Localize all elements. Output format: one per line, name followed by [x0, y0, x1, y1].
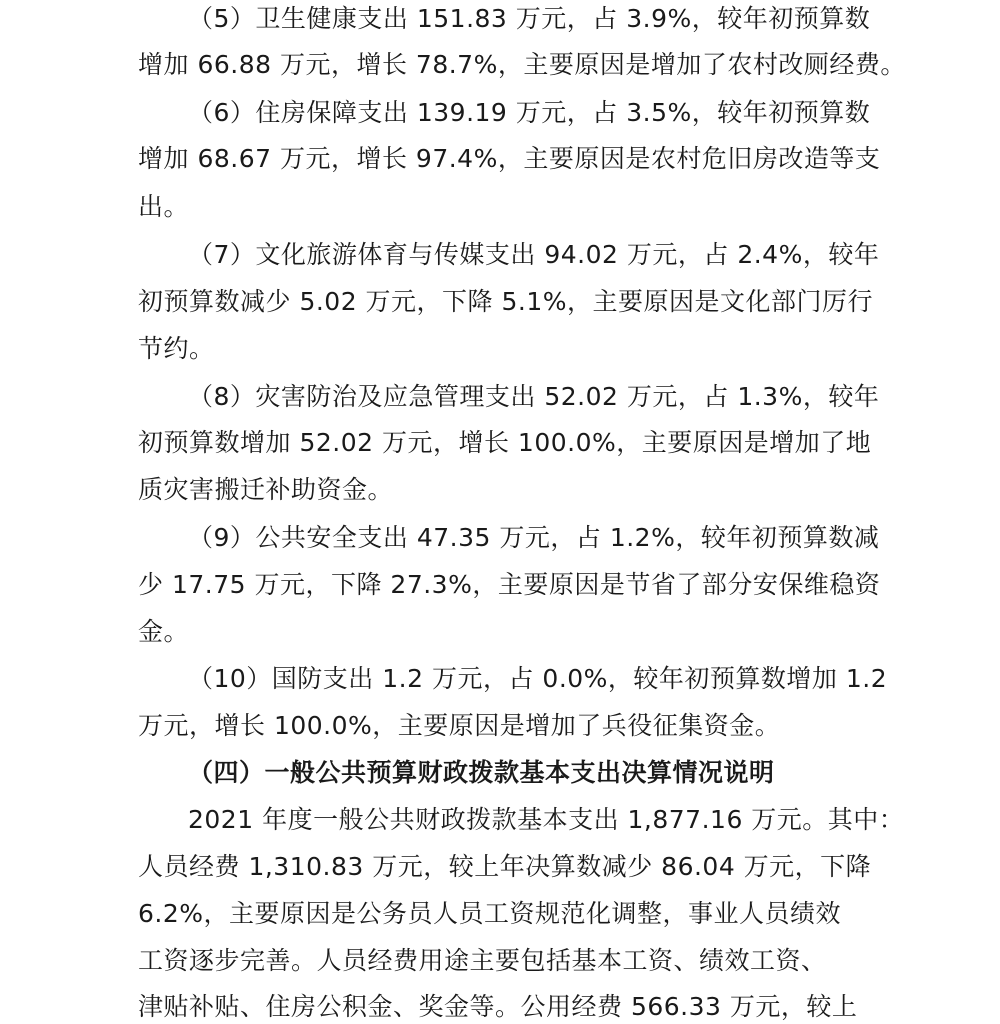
- item-7-line-3: 节约。: [138, 334, 215, 363]
- item-9-line-2: 少 17.75 万元，下降 27.3%，主要原因是节省了部分安保维稳资: [138, 570, 881, 599]
- item-6-line-1: （6）住房保障支出 139.19 万元，占 3.5%，较年初预算数: [188, 98, 871, 127]
- item-8-line-1: （8）灾害防治及应急管理支出 52.02 万元，占 1.3%，较年: [188, 382, 880, 411]
- item-8-line-2: 初预算数增加 52.02 万元，增长 100.0%，主要原因是增加了地: [138, 428, 872, 457]
- section-heading: （四）一般公共预算财政拨款基本支出决算情况说明: [188, 758, 775, 787]
- item-7-line-1: （7）文化旅游体育与传媒支出 94.02 万元，占 2.4%，较年: [188, 240, 880, 269]
- item-6-line-2: 增加 68.67 万元，增长 97.4%，主要原因是农村危旧房改造等支: [138, 144, 881, 173]
- paragraph-line-1: 2021 年度一般公共财政拨款基本支出 1,877.16 万元。其中：: [188, 805, 905, 834]
- item-10-line-2: 万元，增长 100.0%，主要原因是增加了兵役征集资金。: [138, 711, 781, 740]
- paragraph-line-4: 工资逐步完善。人员经费用途主要包括基本工资、绩效工资、: [138, 946, 827, 975]
- item-8-line-3: 质灾害搬迁补助资金。: [138, 475, 394, 504]
- item-6-line-3: 出。: [138, 192, 190, 221]
- paragraph-line-2: 人员经费 1,310.83 万元，较上年决算数减少 86.04 万元，下降: [138, 852, 872, 881]
- item-5-line-2: 增加 66.88 万元，增长 78.7%，主要原因是增加了农村改厕经费。: [138, 50, 906, 79]
- item-10-line-1: （10）国防支出 1.2 万元，占 0.0%，较年初预算数增加 1.2: [188, 664, 888, 693]
- item-9-line-3: 金。: [138, 617, 190, 646]
- item-9-line-1: （9）公共安全支出 47.35 万元，占 1.2%，较年初预算数减: [188, 523, 880, 552]
- item-5-line-1: （5）卫生健康支出 151.83 万元，占 3.9%，较年初预算数: [188, 4, 871, 33]
- paragraph-line-5: 津贴补贴、住房公积金、奖金等。公用经费 566.33 万元，较上: [138, 992, 858, 1021]
- paragraph-line-3: 6.2%，主要原因是公务员人员工资规范化调整，事业人员绩效: [138, 899, 842, 928]
- item-7-line-2: 初预算数减少 5.02 万元，下降 5.1%，主要原因是文化部门厉行: [138, 287, 874, 316]
